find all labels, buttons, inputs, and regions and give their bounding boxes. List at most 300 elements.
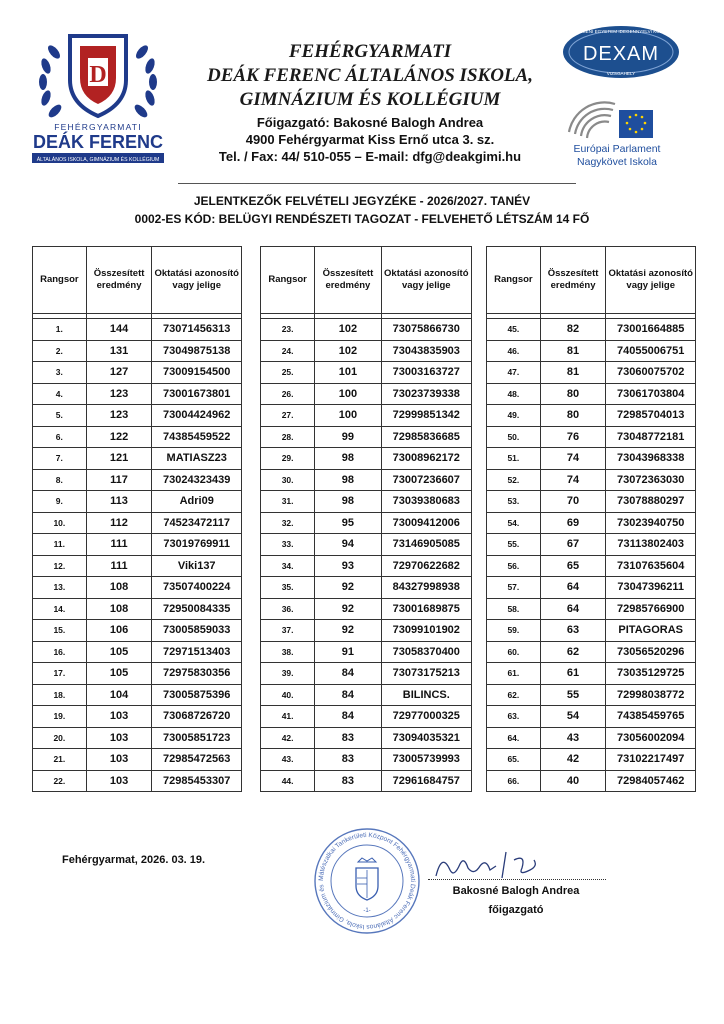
table-row <box>261 405 472 427</box>
header-rank: Rangsor <box>261 247 315 314</box>
rank-cell: 29. <box>261 448 315 470</box>
partner-logos <box>555 22 695 182</box>
score-cell: 64 <box>540 598 606 620</box>
table-row <box>33 340 242 362</box>
table-row <box>261 620 472 642</box>
rank-cell: 59. <box>487 620 541 642</box>
code-cell: PITAGORAS <box>606 620 696 642</box>
signature-line <box>428 879 606 880</box>
rank-cell: 46. <box>487 340 541 362</box>
code-cell: 73507400224 <box>152 577 242 599</box>
rank-cell: 54. <box>487 512 541 534</box>
rank-cell: 44. <box>261 770 315 792</box>
rank-cell: 21. <box>33 749 87 771</box>
dexam-text: DEXAM <box>582 43 660 65</box>
code-cell: 74055006751 <box>606 340 696 362</box>
ep-line1: Európai Parlament <box>573 143 661 155</box>
code-cell: 73068726720 <box>152 706 242 728</box>
code-cell: 72999851342 <box>381 405 471 427</box>
code-cell: 73102217497 <box>606 749 696 771</box>
code-cell: 74523472117 <box>152 512 242 534</box>
table-row <box>487 663 696 685</box>
school-name-line3: GIMNÁZIUM ÉS KOLLÉGIUM <box>239 89 501 110</box>
table-row <box>33 577 242 599</box>
code-cell: 74385459522 <box>152 426 242 448</box>
table-row <box>487 405 696 427</box>
code-cell: BILINCS. <box>381 684 471 706</box>
header-divider <box>178 183 576 184</box>
rank-cell: 5. <box>33 405 87 427</box>
rank-cell: 50. <box>487 426 541 448</box>
table-row <box>261 534 472 556</box>
code-cell: Adri09 <box>152 491 242 513</box>
rank-cell: 34. <box>261 555 315 577</box>
score-cell: 105 <box>86 641 152 663</box>
table-row <box>261 684 472 706</box>
rank-cell: 35. <box>261 577 315 599</box>
rank-cell: 12. <box>33 555 87 577</box>
score-cell: 83 <box>315 770 381 792</box>
table-row <box>261 491 472 513</box>
rank-cell: 61. <box>487 663 541 685</box>
table-row <box>33 426 242 448</box>
code-cell: 73001689875 <box>381 598 471 620</box>
table-row <box>487 684 696 706</box>
score-cell: 63 <box>540 620 606 642</box>
rank-cell: 42. <box>261 727 315 749</box>
table-row <box>33 405 242 427</box>
table-row <box>487 727 696 749</box>
rank-cell: 32. <box>261 512 315 534</box>
ranking-table-3 <box>486 246 696 792</box>
table-row <box>261 448 472 470</box>
rank-cell: 45. <box>487 319 541 341</box>
code-cell: 72984057462 <box>606 770 696 792</box>
table-row <box>261 577 472 599</box>
code-cell: 73001664885 <box>606 319 696 341</box>
score-cell: 92 <box>315 577 381 599</box>
score-cell: 42 <box>540 749 606 771</box>
table-row <box>33 727 242 749</box>
signer-name: Bakosné Balogh Andrea <box>452 885 580 897</box>
score-cell: 98 <box>315 448 381 470</box>
table-row <box>33 383 242 405</box>
rank-cell: 65. <box>487 749 541 771</box>
header-rank: Rangsor <box>487 247 541 314</box>
rank-cell: 55. <box>487 534 541 556</box>
score-cell: 95 <box>315 512 381 534</box>
code-cell: 72998038772 <box>606 684 696 706</box>
score-cell: 93 <box>315 555 381 577</box>
table-row <box>33 749 242 771</box>
rank-cell: 58. <box>487 598 541 620</box>
rank-cell: 52. <box>487 469 541 491</box>
score-cell: 112 <box>86 512 152 534</box>
score-cell: 92 <box>315 620 381 642</box>
school-logo <box>28 18 168 166</box>
table-row <box>261 770 472 792</box>
school-name <box>175 40 565 112</box>
score-cell: 127 <box>86 362 152 384</box>
table-row <box>33 512 242 534</box>
score-cell: 61 <box>540 663 606 685</box>
score-cell: 108 <box>86 598 152 620</box>
rank-cell: 14. <box>33 598 87 620</box>
rank-cell: 41. <box>261 706 315 728</box>
score-cell: 74 <box>540 448 606 470</box>
score-cell: 55 <box>540 684 606 706</box>
score-cell: 103 <box>86 706 152 728</box>
score-cell: 70 <box>540 491 606 513</box>
handwritten-signature <box>430 846 590 882</box>
code-cell: 72975830356 <box>152 663 242 685</box>
code-cell: 73056002094 <box>606 727 696 749</box>
score-cell: 65 <box>540 555 606 577</box>
rank-cell: 26. <box>261 383 315 405</box>
header-score: Összesített eredmény <box>86 247 152 314</box>
score-cell: 123 <box>86 405 152 427</box>
code-cell: 73060075702 <box>606 362 696 384</box>
rank-cell: 39. <box>261 663 315 685</box>
rank-cell: 28. <box>261 426 315 448</box>
dexam-sub-text: VIZSGAHELY <box>606 71 636 76</box>
code-cell: 73007236607 <box>381 469 471 491</box>
score-cell: 103 <box>86 727 152 749</box>
rank-cell: 9. <box>33 491 87 513</box>
rank-cell: 15. <box>33 620 87 642</box>
score-cell: 69 <box>540 512 606 534</box>
address-line: 4900 Fehérgyarmat Kiss Ernő utca 3. sz. <box>245 132 495 147</box>
rank-cell: 23. <box>261 319 315 341</box>
code-cell: 72977000325 <box>381 706 471 728</box>
code-cell: 73061703804 <box>606 383 696 405</box>
rank-cell: 66. <box>487 770 541 792</box>
rank-cell: 36. <box>261 598 315 620</box>
rank-cell: 18. <box>33 684 87 706</box>
table-row <box>33 620 242 642</box>
code-cell: 73005859033 <box>152 620 242 642</box>
score-cell: 98 <box>315 469 381 491</box>
rank-cell: 1. <box>33 319 87 341</box>
code-cell: 73094035321 <box>381 727 471 749</box>
table-row <box>261 706 472 728</box>
score-cell: 94 <box>315 534 381 556</box>
score-cell: 111 <box>86 534 152 556</box>
score-cell: 144 <box>86 319 152 341</box>
code-cell: 73073175213 <box>381 663 471 685</box>
rank-cell: 20. <box>33 727 87 749</box>
header-rank: Rangsor <box>33 247 87 314</box>
table-row <box>33 641 242 663</box>
rank-cell: 10. <box>33 512 87 534</box>
rank-cell: 56. <box>487 555 541 577</box>
table-row <box>487 512 696 534</box>
header-code: Oktatási azonosító vagy jelige <box>606 247 696 314</box>
code-cell: 84327998938 <box>381 577 471 599</box>
score-cell: 113 <box>86 491 152 513</box>
table-row <box>487 534 696 556</box>
rank-cell: 57. <box>487 577 541 599</box>
score-cell: 103 <box>86 770 152 792</box>
rank-cell: 16. <box>33 641 87 663</box>
table-row <box>487 491 696 513</box>
table-row <box>33 448 242 470</box>
table-row <box>487 469 696 491</box>
code-cell: 73048772181 <box>606 426 696 448</box>
score-cell: 123 <box>86 383 152 405</box>
official-stamp <box>312 826 422 936</box>
table-row <box>487 641 696 663</box>
rank-cell: 48. <box>487 383 541 405</box>
table-row <box>487 577 696 599</box>
score-cell: 54 <box>540 706 606 728</box>
score-cell: 67 <box>540 534 606 556</box>
table-row <box>261 555 472 577</box>
rank-cell: 4. <box>33 383 87 405</box>
score-cell: 102 <box>315 340 381 362</box>
score-cell: 80 <box>540 405 606 427</box>
score-cell: 102 <box>315 319 381 341</box>
score-cell: 81 <box>540 340 606 362</box>
signer-block <box>420 882 612 920</box>
rank-cell: 13. <box>33 577 87 599</box>
rank-cell: 27. <box>261 405 315 427</box>
code-cell: 73024323439 <box>152 469 242 491</box>
rank-cell: 3. <box>33 362 87 384</box>
table-row <box>33 491 242 513</box>
header-score: Összesített eredmény <box>315 247 381 314</box>
rank-cell: 30. <box>261 469 315 491</box>
director-line: Főigazgató: Bakosné Balogh Andrea <box>256 115 484 130</box>
code-cell: 73009154500 <box>152 362 242 384</box>
code-cell: 73005875396 <box>152 684 242 706</box>
table-row <box>33 319 242 341</box>
code-cell: 73075866730 <box>381 319 471 341</box>
table-row <box>487 749 696 771</box>
code-cell: 73001673801 <box>152 383 242 405</box>
score-cell: 84 <box>315 706 381 728</box>
table-row <box>487 598 696 620</box>
rank-cell: 51. <box>487 448 541 470</box>
score-cell: 83 <box>315 727 381 749</box>
logo-letter: D <box>89 62 107 88</box>
score-cell: 82 <box>540 319 606 341</box>
code-cell: 73071456313 <box>152 319 242 341</box>
score-cell: 43 <box>540 727 606 749</box>
table-row <box>33 684 242 706</box>
table-row <box>487 426 696 448</box>
score-cell: 122 <box>86 426 152 448</box>
code-cell: 72950084335 <box>152 598 242 620</box>
code-cell: 74385459765 <box>606 706 696 728</box>
code-cell: 73072363030 <box>606 469 696 491</box>
score-cell: 76 <box>540 426 606 448</box>
score-cell: 117 <box>86 469 152 491</box>
score-cell: 100 <box>315 405 381 427</box>
table-row <box>261 362 472 384</box>
logo-text-bottom: ÁLTALÁNOS ISKOLA, GIMNÁZIUM ÉS KOLLÉGIUM <box>36 157 160 163</box>
rank-cell: 53. <box>487 491 541 513</box>
stamp-ring-text: Mátészalkai Tankerületi Központ Fehérgyarmati Deák Ferenc Általános Iskola, Gimnázium és <box>317 831 417 931</box>
dexam-logo <box>555 22 695 182</box>
code-cell: 72971513403 <box>152 641 242 663</box>
table-row <box>261 469 472 491</box>
contact-line: Tel. / Fax: 44/ 510-055 – E-mail: dfg@deakgimi.hu <box>218 149 522 164</box>
logo-text-main: DEÁK FERENC <box>32 132 164 152</box>
code-cell: 73146905085 <box>381 534 471 556</box>
table-row <box>487 770 696 792</box>
score-cell: 92 <box>315 598 381 620</box>
school-name-line2: DEÁK FERENC ÁLTALÁNOS ISKOLA, <box>207 65 533 86</box>
table-row <box>261 663 472 685</box>
rank-cell: 64. <box>487 727 541 749</box>
rank-cell: 8. <box>33 469 87 491</box>
school-name-line1: FEHÉRGYARMATI <box>288 41 452 62</box>
code-cell: 73099101902 <box>381 620 471 642</box>
table-row <box>261 727 472 749</box>
score-cell: 83 <box>315 749 381 771</box>
table-row <box>261 383 472 405</box>
code-cell: 73023940750 <box>606 512 696 534</box>
code-cell: 72985472563 <box>152 749 242 771</box>
score-cell: 62 <box>540 641 606 663</box>
rank-cell: 17. <box>33 663 87 685</box>
table-row <box>487 362 696 384</box>
rank-cell: 7. <box>33 448 87 470</box>
score-cell: 100 <box>315 383 381 405</box>
rank-cell: 19. <box>33 706 87 728</box>
table-row <box>261 319 472 341</box>
table-row <box>487 383 696 405</box>
rank-cell: 47. <box>487 362 541 384</box>
code-cell: 73005851723 <box>152 727 242 749</box>
score-cell: 84 <box>315 684 381 706</box>
score-cell: 103 <box>86 749 152 771</box>
rank-cell: 60. <box>487 641 541 663</box>
score-cell: 98 <box>315 491 381 513</box>
rank-cell: 62. <box>487 684 541 706</box>
header-code: Oktatási azonosító vagy jelige <box>381 247 471 314</box>
rank-cell: 24. <box>261 340 315 362</box>
code-cell: 73003163727 <box>381 362 471 384</box>
code-cell: 73049875138 <box>152 340 242 362</box>
table-row <box>33 770 242 792</box>
score-cell: 74 <box>540 469 606 491</box>
table-row <box>33 534 242 556</box>
school-contact-block <box>175 114 565 165</box>
header-score: Összesített eredmény <box>540 247 606 314</box>
table-row <box>33 362 242 384</box>
code-cell: 73023739338 <box>381 383 471 405</box>
score-cell: 131 <box>86 340 152 362</box>
code-cell: 73078880297 <box>606 491 696 513</box>
score-cell: 104 <box>86 684 152 706</box>
table-row <box>261 426 472 448</box>
table-header-row <box>33 247 242 314</box>
table-header-row <box>261 247 472 314</box>
rank-cell: 11. <box>33 534 87 556</box>
table-row <box>261 749 472 771</box>
signer-title: főigazgató <box>488 904 544 916</box>
code-cell: 72985704013 <box>606 405 696 427</box>
rank-cell: 40. <box>261 684 315 706</box>
table-row <box>261 641 472 663</box>
header-code: Oktatási azonosító vagy jelige <box>152 247 242 314</box>
rank-cell: 25. <box>261 362 315 384</box>
table-row <box>487 555 696 577</box>
stamp-number: -1- <box>363 908 371 914</box>
code-cell: 73009412006 <box>381 512 471 534</box>
score-cell: 84 <box>315 663 381 685</box>
place-and-date: Fehérgyarmat, 2026. 03. 19. <box>62 854 206 866</box>
rank-cell: 6. <box>33 426 87 448</box>
code-cell: 72970622682 <box>381 555 471 577</box>
score-cell: 81 <box>540 362 606 384</box>
table-header-row <box>487 247 696 314</box>
code-cell: 72985836685 <box>381 426 471 448</box>
table-row <box>487 620 696 642</box>
code-cell: 73039380683 <box>381 491 471 513</box>
score-cell: 106 <box>86 620 152 642</box>
rank-cell: 37. <box>261 620 315 642</box>
document-title <box>60 192 664 228</box>
logo-text-top: FEHÉRGYARMATI <box>54 122 142 132</box>
ranking-table-1 <box>32 246 242 792</box>
table-row <box>33 469 242 491</box>
code-cell: 73008962172 <box>381 448 471 470</box>
table-row <box>487 319 696 341</box>
code-cell: 73004424962 <box>152 405 242 427</box>
table-row <box>261 512 472 534</box>
code-cell: 73058370400 <box>381 641 471 663</box>
score-cell: 99 <box>315 426 381 448</box>
ranking-table-2 <box>260 246 472 792</box>
table-row <box>33 598 242 620</box>
code-cell: 73005739993 <box>381 749 471 771</box>
code-cell: 73113802403 <box>606 534 696 556</box>
score-cell: 105 <box>86 663 152 685</box>
rank-cell: 31. <box>261 491 315 513</box>
rank-cell: 49. <box>487 405 541 427</box>
score-cell: 40 <box>540 770 606 792</box>
code-cell: 73035129725 <box>606 663 696 685</box>
code-cell: MATIASZ23 <box>152 448 242 470</box>
table-row <box>33 555 242 577</box>
title-line2: 0002-ES KÓD: BELÜGYI RENDÉSZETI TAGOZAT - FELVEHETŐ LÉTSZÁM 14 FŐ <box>134 212 590 226</box>
score-cell: 101 <box>315 362 381 384</box>
score-cell: 111 <box>86 555 152 577</box>
rank-cell: 38. <box>261 641 315 663</box>
score-cell: 91 <box>315 641 381 663</box>
code-cell: 72985766900 <box>606 598 696 620</box>
table-row <box>487 706 696 728</box>
score-cell: 108 <box>86 577 152 599</box>
code-cell: 73019769911 <box>152 534 242 556</box>
code-cell: 73047396211 <box>606 577 696 599</box>
table-row <box>261 340 472 362</box>
code-cell: Viki137 <box>152 555 242 577</box>
code-cell: 73043968338 <box>606 448 696 470</box>
table-row <box>261 598 472 620</box>
score-cell: 121 <box>86 448 152 470</box>
score-cell: 80 <box>540 383 606 405</box>
table-row <box>487 448 696 470</box>
rank-cell: 22. <box>33 770 87 792</box>
code-cell: 73107635604 <box>606 555 696 577</box>
table-row <box>33 706 242 728</box>
code-cell: 72985453307 <box>152 770 242 792</box>
score-cell: 64 <box>540 577 606 599</box>
